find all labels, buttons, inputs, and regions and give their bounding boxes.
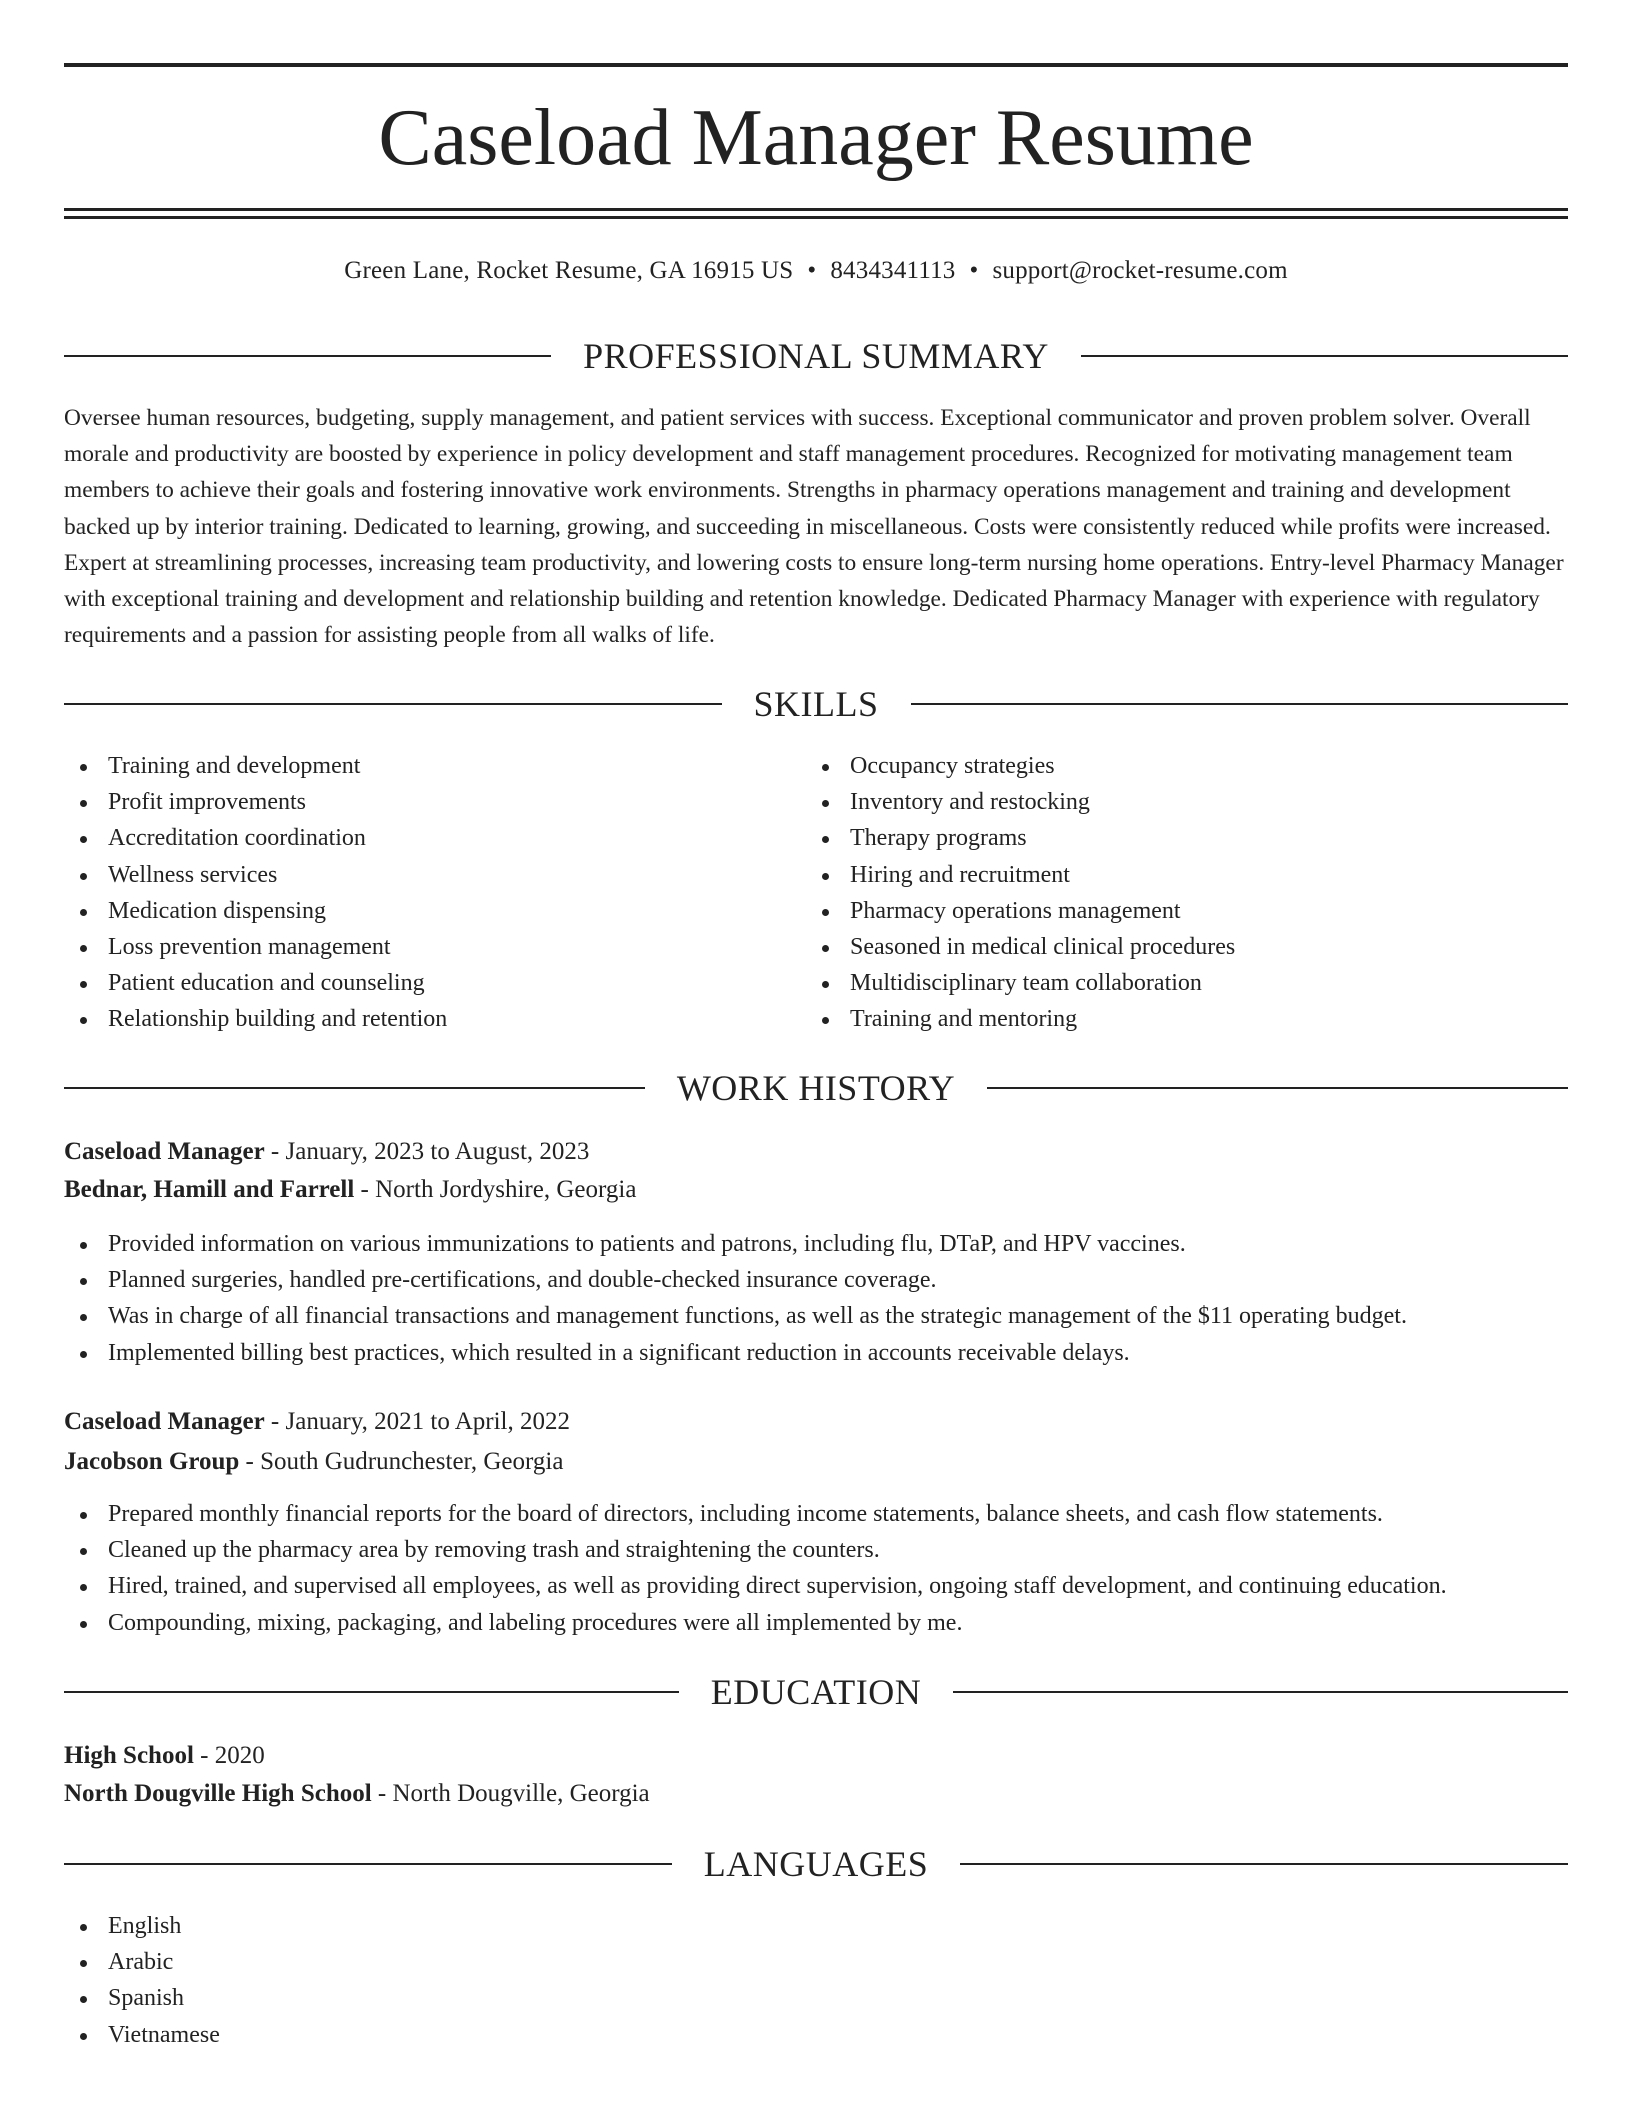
section-heading-label: WORK HISTORY: [676, 1068, 956, 1108]
job-dash: -: [264, 1408, 286, 1435]
contact-email: support@rocket-resume.com: [992, 257, 1288, 284]
language-item: Arabic: [64, 1944, 220, 1980]
job-duties-list: [64, 1226, 1568, 1371]
skill-item: Multidisciplinary team collaboration: [806, 965, 1235, 1001]
job-duty: Was in charge of all financial transactions and management functions, as well as the strategic management of the $11 operating budget.: [64, 1298, 1568, 1334]
job-dates: January, 2023 to August, 2023: [285, 1138, 590, 1165]
job-location: North Jordyshire, Georgia: [375, 1176, 637, 1203]
job-dash: -: [239, 1448, 261, 1475]
heading-rule-right: [911, 703, 1569, 705]
resume-title: Caseload Manager Resume: [378, 94, 1254, 182]
heading-rule-left: [64, 1691, 679, 1693]
section-heading-summary: [64, 334, 1568, 378]
contact-address: Green Lane, Rocket Resume, GA 16915 US: [344, 257, 794, 284]
skill-item: Occupancy strategies: [806, 748, 1235, 784]
heading-rule-right: [953, 1691, 1568, 1693]
education-location: North Dougville, Georgia: [392, 1780, 650, 1807]
education-school-line: [64, 1776, 1568, 1812]
section-heading-label: SKILLS: [753, 684, 879, 724]
language-item: Vietnamese: [64, 2017, 220, 2053]
education-dash: -: [371, 1780, 393, 1807]
section-heading-label: EDUCATION: [710, 1672, 922, 1712]
heading-rule-left: [64, 703, 722, 705]
skill-item: Inventory and restocking: [806, 784, 1235, 820]
heading-rule-right: [1081, 355, 1568, 357]
job-duty: Compounding, mixing, packaging, and labeling procedures were all implemented by me.: [64, 1605, 1568, 1641]
job-title-line: [64, 1404, 1568, 1440]
section-heading-label: LANGUAGES: [703, 1844, 929, 1884]
section-heading-education: [64, 1670, 1568, 1714]
education-school: North Dougville High School: [64, 1780, 372, 1807]
education-degree-line: [64, 1738, 1568, 1774]
job-dash: -: [354, 1176, 376, 1203]
skill-item: Hiring and recruitment: [806, 857, 1235, 893]
heading-rule-left: [64, 1087, 645, 1089]
header-rule-upper: [64, 208, 1568, 211]
skill-item: Medication dispensing: [64, 893, 447, 929]
section-heading-label: PROFESSIONAL SUMMARY: [583, 336, 1049, 376]
skill-item: Therapy programs: [806, 820, 1235, 856]
job-dash: -: [264, 1138, 286, 1165]
skill-item: Patient education and counseling: [64, 965, 447, 1001]
section-heading-languages: [64, 1842, 1568, 1886]
job-duty: Implemented billing best practices, which resulted in a significant reduction in accounts receivable delays.: [64, 1335, 1568, 1371]
job-company-line: [64, 1172, 1568, 1208]
heading-rule-left: [64, 1863, 672, 1865]
skills-list-right: [806, 748, 1235, 1038]
education-degree: High School: [64, 1742, 194, 1769]
job-title: Caseload Manager: [64, 1408, 265, 1435]
heading-rule-left: [64, 355, 551, 357]
contact-separator: •: [969, 257, 979, 284]
job-company: Bednar, Hamill and Farrell: [64, 1176, 355, 1203]
header-rule-lower: [64, 216, 1568, 219]
skill-item: Profit improvements: [64, 784, 447, 820]
language-item: English: [64, 1908, 220, 1944]
skill-item: Training and development: [64, 748, 447, 784]
job-duties-list: [64, 1496, 1568, 1641]
contact-separator: •: [807, 257, 817, 284]
skill-item: Seasoned in medical clinical procedures: [806, 929, 1235, 965]
job-duty: Cleaned up the pharmacy area by removing trash and straightening the counters.: [64, 1532, 1568, 1568]
skill-item: Relationship building and retention: [64, 1001, 447, 1037]
languages-list: [64, 1908, 220, 2053]
job-company-line: [64, 1444, 1568, 1480]
job-duty: Prepared monthly financial reports for the board of directors, including income statements, balance sheets, and cash flow statements.: [64, 1496, 1568, 1532]
skills-list-left: [64, 748, 447, 1038]
job-company: Jacobson Group: [64, 1448, 240, 1475]
summary-text: Oversee human resources, budgeting, supply management, and patient services with success. Exceptional communicator and proven problem solver. Overall morale and productivity are boosted by experience in policy development and staff management procedures. Recognized for motivating management team members to achieve their goals and fostering innovative work environments. Strengths in pharmacy operations management and training and development backed up by interior training. Dedicated to learning, growing, and succeeding in miscellaneous. Costs were consistently reduced while profits were increased. Expert at streamlining processes, increasing team productivity, and lowering costs to ensure long-term nursing home operations. Entry-level Pharmacy Manager with exceptional training and development and relationship building and retention knowledge. Dedicated Pharmacy Manager with experience with regulatory requirements and a passion for assisting people from all walks of life.: [64, 405, 1564, 649]
education-dash: -: [193, 1742, 215, 1769]
job-title-line: [64, 1134, 1568, 1170]
section-heading-skills: [64, 682, 1568, 726]
skill-item: Wellness services: [64, 857, 447, 893]
education-year: 2020: [214, 1742, 265, 1769]
language-item: Spanish: [64, 1980, 220, 2016]
heading-rule-right: [960, 1863, 1568, 1865]
job-duty: Hired, trained, and supervised all employees, as well as providing direct supervision, ongoing staff development, and continuing education.: [64, 1568, 1568, 1604]
skill-item: Pharmacy operations management: [806, 893, 1235, 929]
job-duty: Provided information on various immunizations to patients and patrons, including flu, DTaP, and HPV vaccines.: [64, 1226, 1568, 1262]
skill-item: Accreditation coordination: [64, 820, 447, 856]
heading-rule-right: [987, 1087, 1568, 1089]
section-heading-work-history: [64, 1066, 1568, 1110]
job-dates: January, 2021 to April, 2022: [285, 1408, 570, 1435]
skill-item: Training and mentoring: [806, 1001, 1235, 1037]
contact-line: [64, 254, 1568, 288]
job-location: South Gudrunchester, Georgia: [260, 1448, 564, 1475]
job-title: Caseload Manager: [64, 1138, 265, 1165]
skill-item: Loss prevention management: [64, 929, 447, 965]
contact-phone: 8434341113: [830, 257, 956, 284]
job-duty: Planned surgeries, handled pre-certifications, and double-checked insurance coverage.: [64, 1262, 1568, 1298]
header-top-rule: [64, 63, 1568, 67]
